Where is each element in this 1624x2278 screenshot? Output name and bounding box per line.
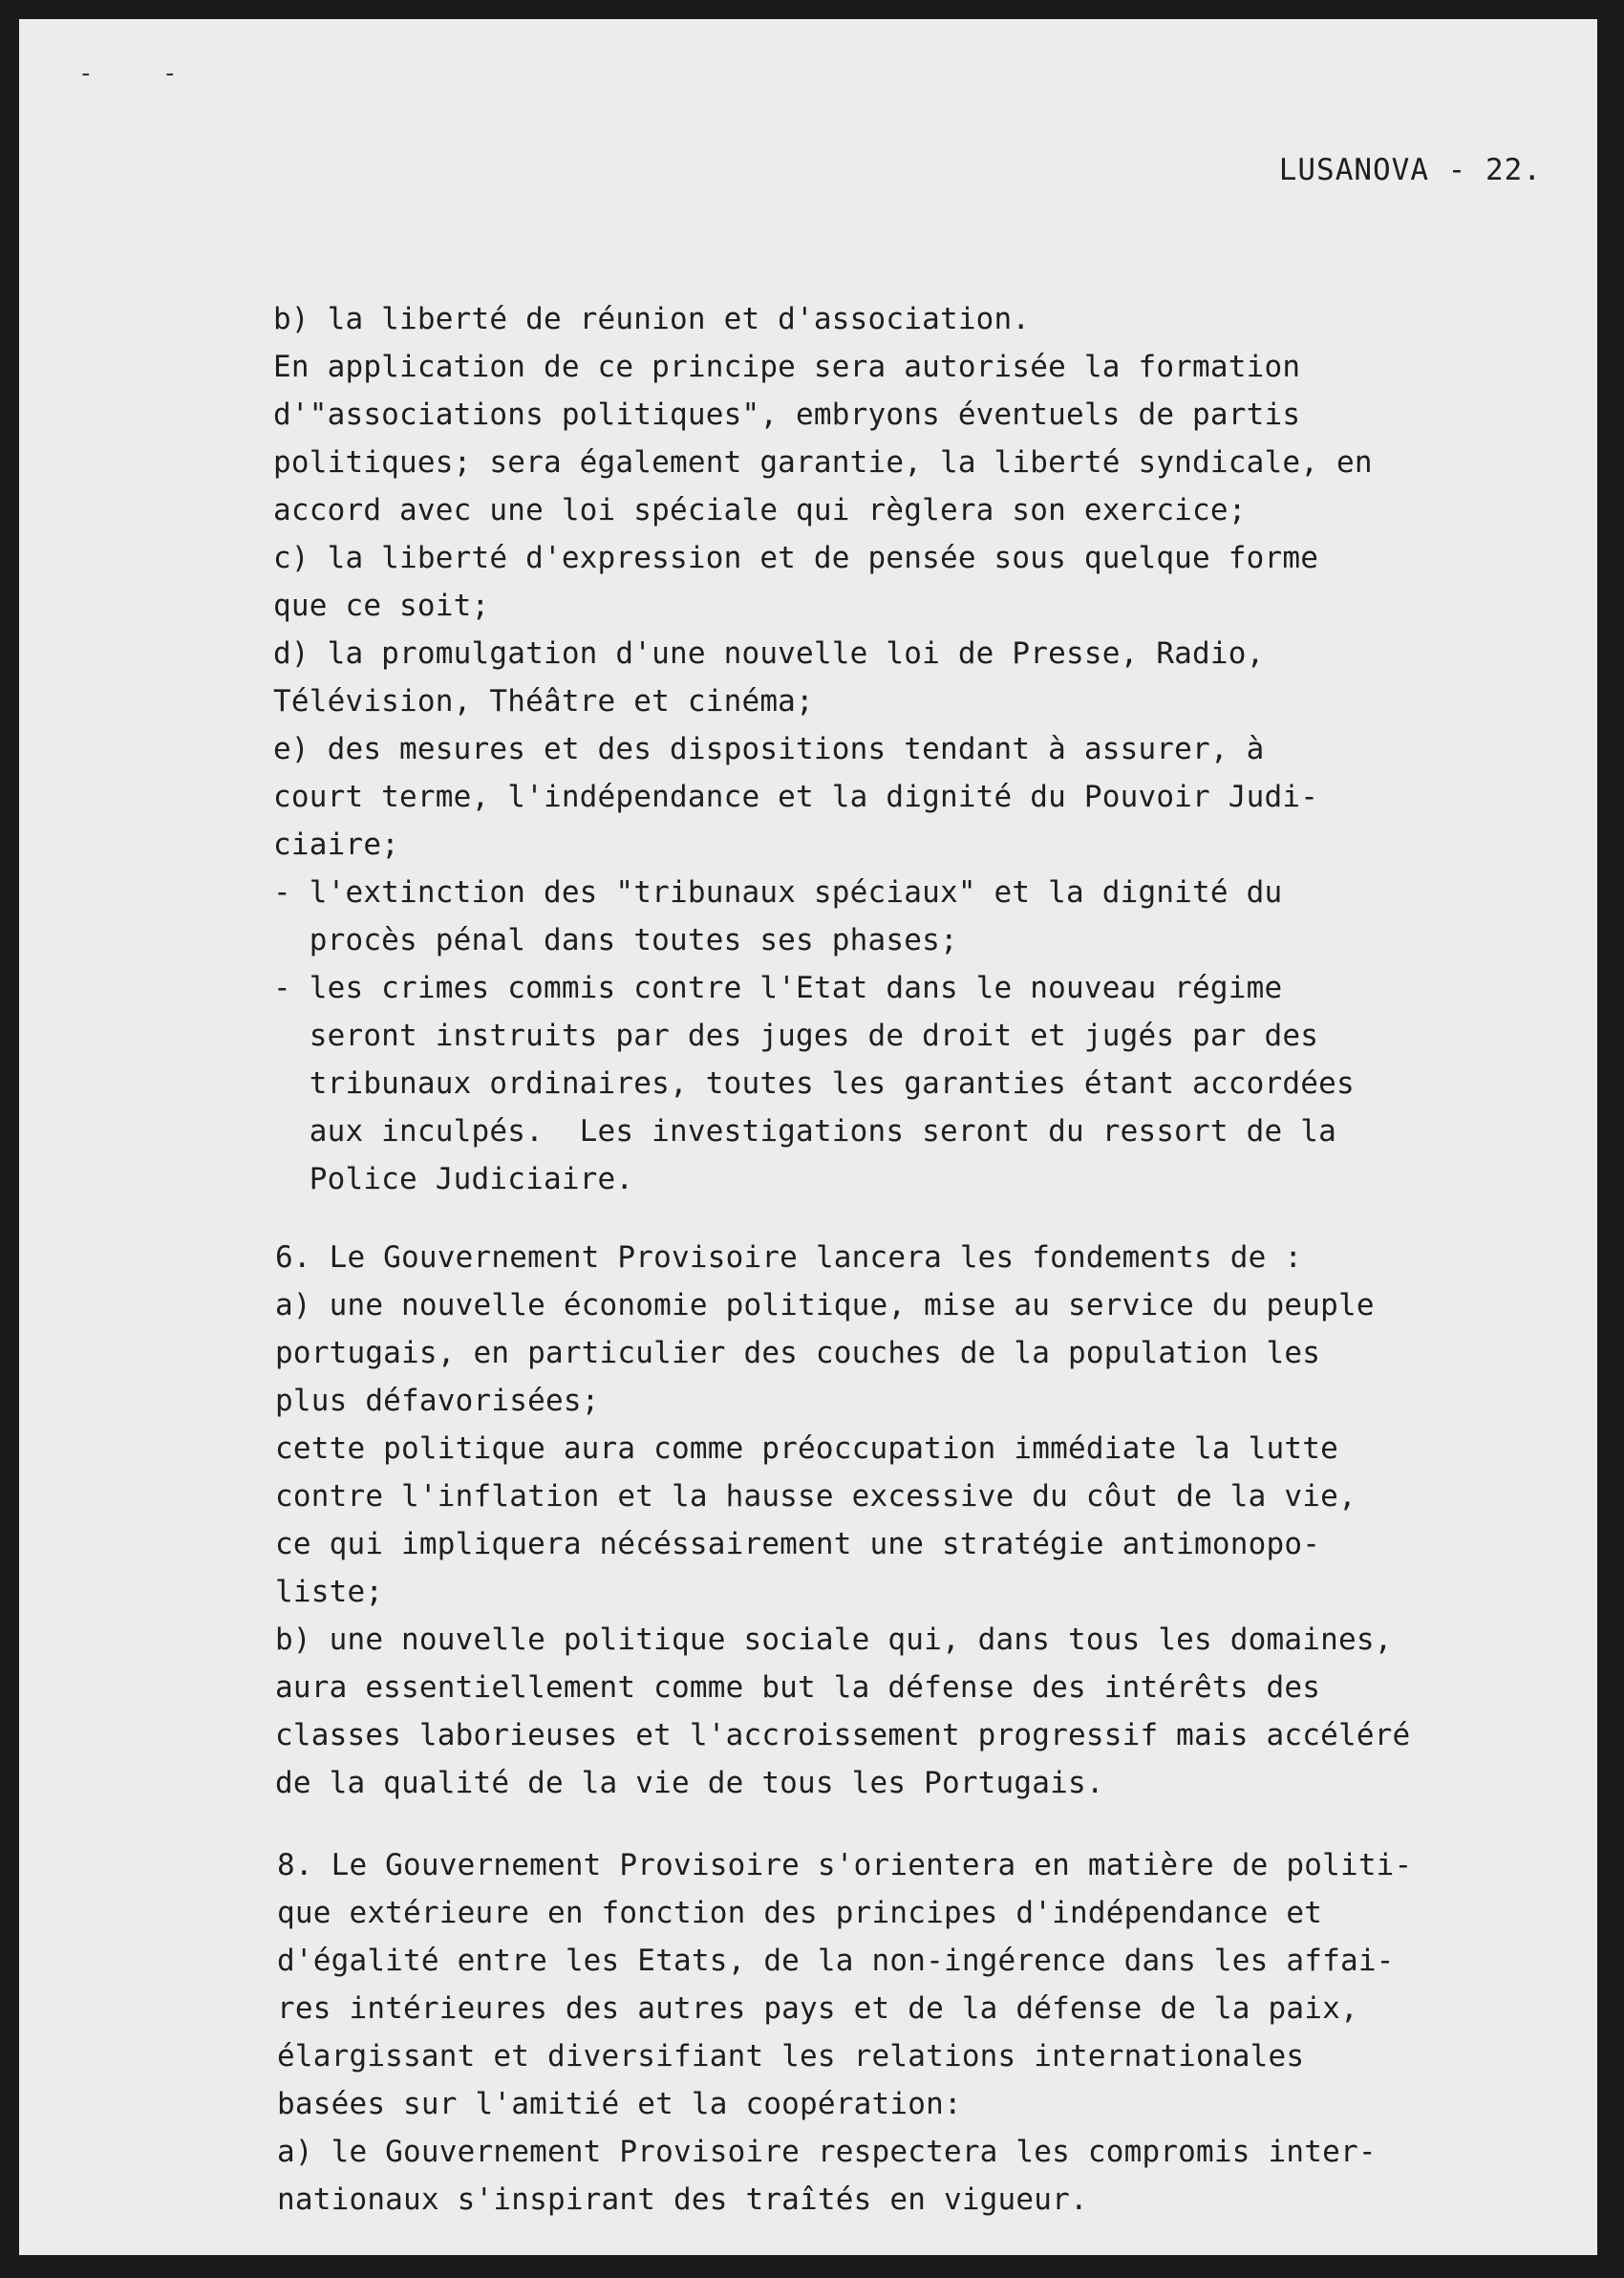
text-line: aux inculpés. Les investigations seront du ressort de la — [273, 1114, 1336, 1149]
text-line: basées sur l'amitié et la coopération: — [277, 2087, 962, 2121]
text-line: contre l'inflation et la hausse excessive du côut de la vie, — [275, 1479, 1357, 1514]
text-line: plus défavorisées; — [275, 1384, 600, 1418]
text-line: nationaux s'inspirant des traîtés en vigueur. — [277, 2182, 1088, 2217]
text-line: portugais, en particulier des couches de la population les — [275, 1336, 1321, 1370]
text-line: - les crimes commis contre l'Etat dans le nouveau régime — [273, 971, 1283, 1005]
text-line: - l'extinction des "tribunaux spéciaux" et la dignité du — [273, 875, 1283, 910]
text-line: procès pénal dans toutes ses phases; — [273, 923, 958, 957]
text-line: b) une nouvelle politique sociale qui, dans tous les domaines, — [275, 1623, 1393, 1657]
text-line: b) la liberté de réunion et d'association. — [273, 302, 1031, 336]
document-page — [19, 19, 1597, 2255]
text-line: cette politique aura comme préoccupation immédiate la lutte — [275, 1431, 1338, 1466]
text-line: e) des mesures et des dispositions tendant à assurer, à — [273, 732, 1265, 766]
text-line: a) le Gouvernement Provisoire respectera les compromis inter- — [277, 2135, 1377, 2169]
text-line: 8. Le Gouvernement Provisoire s'orientera en matière de politi- — [277, 1848, 1413, 1882]
text-line: tribunaux ordinaires, toutes les garanties étant accordées — [273, 1066, 1355, 1101]
text-line: Police Judiciaire. — [273, 1162, 634, 1196]
text-line: res intérieures des autres pays et de la défense de la paix, — [277, 1991, 1358, 2026]
text-line: seront instruits par des juges de droit et jugés par des — [273, 1019, 1319, 1053]
text-line: Télévision, Théâtre et cinéma; — [273, 684, 814, 719]
text-line: d'égalité entre les Etats, de la non-ingérence dans les affai- — [277, 1944, 1395, 1978]
text-line: ce qui impliquera nécéssairement une stratégie antimonopo- — [275, 1527, 1321, 1561]
scan-mark-left: - — [78, 59, 94, 88]
text-line: court terme, l'indépendance et la dignité du Pouvoir Judi- — [273, 780, 1319, 814]
text-line: de la qualité de la vie de tous les Portugais. — [275, 1766, 1104, 1800]
text-line: En application de ce principe sera autorisée la formation — [273, 350, 1301, 384]
text-line: d) la promulgation d'une nouvelle loi de Presse, Radio, — [273, 636, 1265, 671]
text-line: que ce soit; — [273, 589, 490, 623]
scan-mark-right: - — [162, 59, 178, 88]
page-reference: LUSANOVA - 22. — [1278, 153, 1542, 187]
text-line: 6. Le Gouvernement Provisoire lancera les fondements de : — [275, 1240, 1303, 1275]
text-line: ciaire; — [273, 827, 400, 862]
text-line: aura essentiellement comme but la défense des intérêts des — [275, 1670, 1321, 1705]
text-line: d'"associations politiques", embryons éventuels de partis — [273, 398, 1301, 432]
text-line: liste; — [275, 1575, 384, 1609]
text-line: a) une nouvelle économie politique, mise au service du peuple — [275, 1288, 1375, 1322]
text-line: élargissant et diversifiant les relations internationales — [277, 2039, 1305, 2074]
text-line: c) la liberté d'expression et de pensée sous quelque forme — [273, 541, 1319, 575]
text-line: accord avec une loi spéciale qui règlera son exercice; — [273, 493, 1247, 527]
text-line: que extérieure en fonction des principes d'indépendance et — [277, 1896, 1323, 1930]
text-line: politiques; sera également garantie, la liberté syndicale, en — [273, 445, 1373, 480]
text-line: classes laborieuses et l'accroissement progressif mais accéléré — [275, 1718, 1411, 1752]
